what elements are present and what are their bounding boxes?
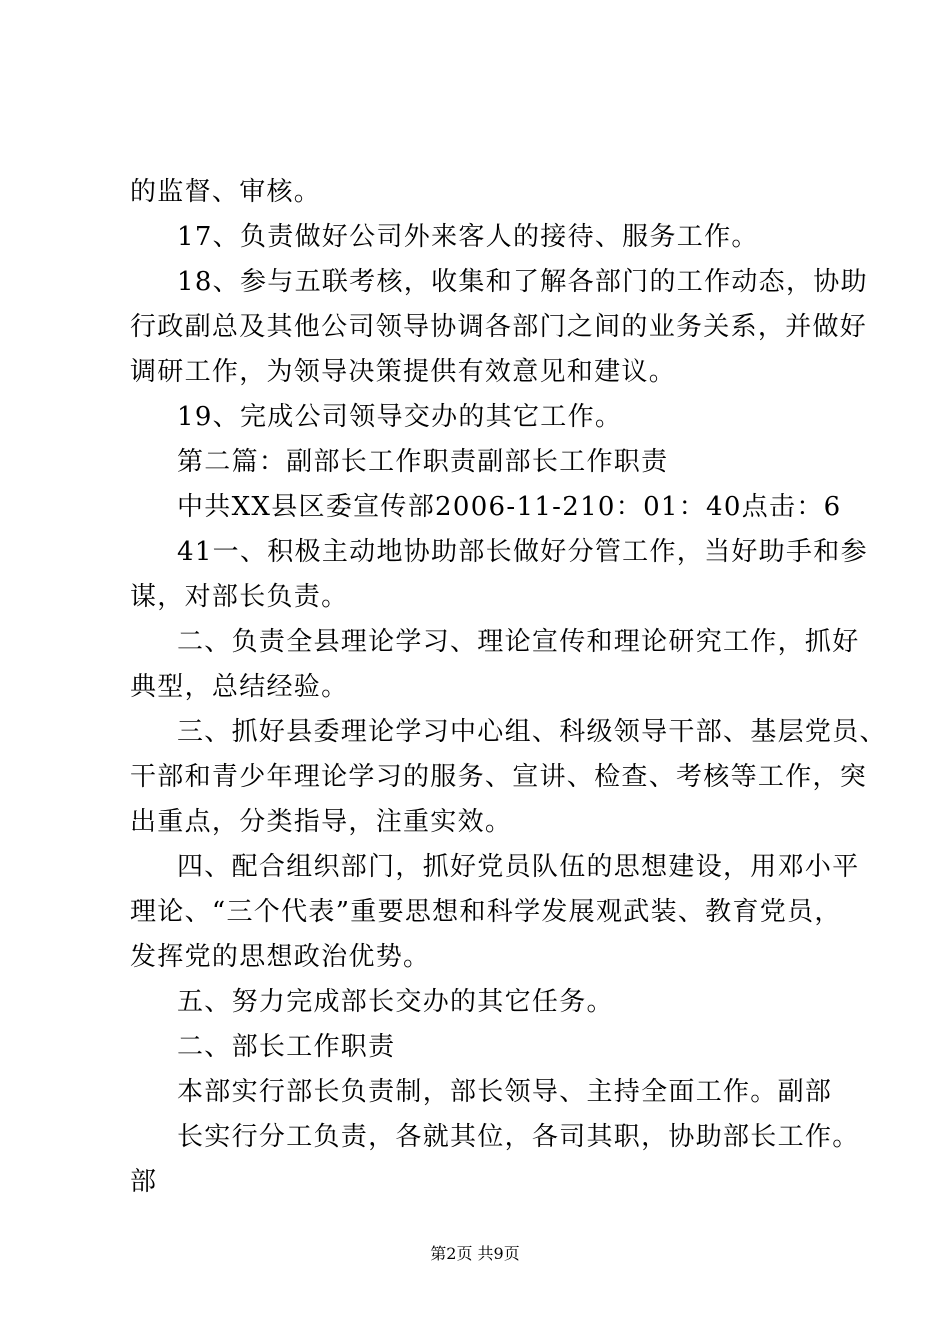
text-line: 五、努力完成部长交办的其它任务。 — [177, 987, 614, 1017]
text-line: 19、完成公司领导交办的其它工作。 — [177, 402, 623, 432]
text-line: 出重点，分类指导，注重实效。 — [130, 807, 513, 837]
text-line: 的监督、审核。 — [130, 177, 322, 207]
text-line: 三、抓好县委理论学习中心组、科级领导干部、基层党员、 — [177, 717, 887, 747]
section-heading: 二、部长工作职责 — [177, 1032, 396, 1062]
text-line: 部 — [130, 1167, 158, 1197]
text-line: 四、配合组织部门，抓好党员队伍的思想建设，用邓小平 — [177, 852, 860, 882]
text-line: 41一、积极主动地协助部长做好分管工作，当好助手和参 — [177, 537, 868, 567]
text-line: 谋，对部长负责。 — [130, 582, 349, 612]
text-line: 行政副总及其他公司领导协调各部门之间的业务关系，并做好 — [130, 312, 868, 342]
text-line: 干部和青少年理论学习的服务、宣讲、检查、考核等工作，突 — [130, 762, 868, 792]
text-line: 调研工作，为领导决策提供有效意见和建议。 — [130, 357, 677, 387]
text-line: 中共XX县区委宣传部2006-11-210：01：40点击：6 — [177, 492, 842, 522]
text-line: 二、负责全县理论学习、理论宣传和理论研究工作，抓好 — [177, 627, 860, 657]
text-line: 本部实行部长负责制，部长领导、主持全面工作。副部 — [177, 1077, 833, 1107]
text-line: 典型，总结经验。 — [130, 672, 349, 702]
text-line: 17、负责做好公司外来客人的接待、服务工作。 — [177, 222, 759, 252]
page-number-footer: 第2页 共9页 — [430, 1244, 520, 1263]
text-line: 发挥党的思想政治优势。 — [130, 942, 431, 972]
text-line: 长实行分工负责，各就其位，各司其职，协助部长工作。 — [177, 1122, 860, 1152]
section-heading: 第二篇：副部长工作职责副部长工作职责 — [177, 447, 669, 477]
text-line: 18、参与五联考核，收集和了解各部门的工作动态，协助 — [177, 267, 868, 297]
text-line: 理论、“三个代表”重要思想和科学发展观武装、教育党员， — [130, 897, 842, 927]
